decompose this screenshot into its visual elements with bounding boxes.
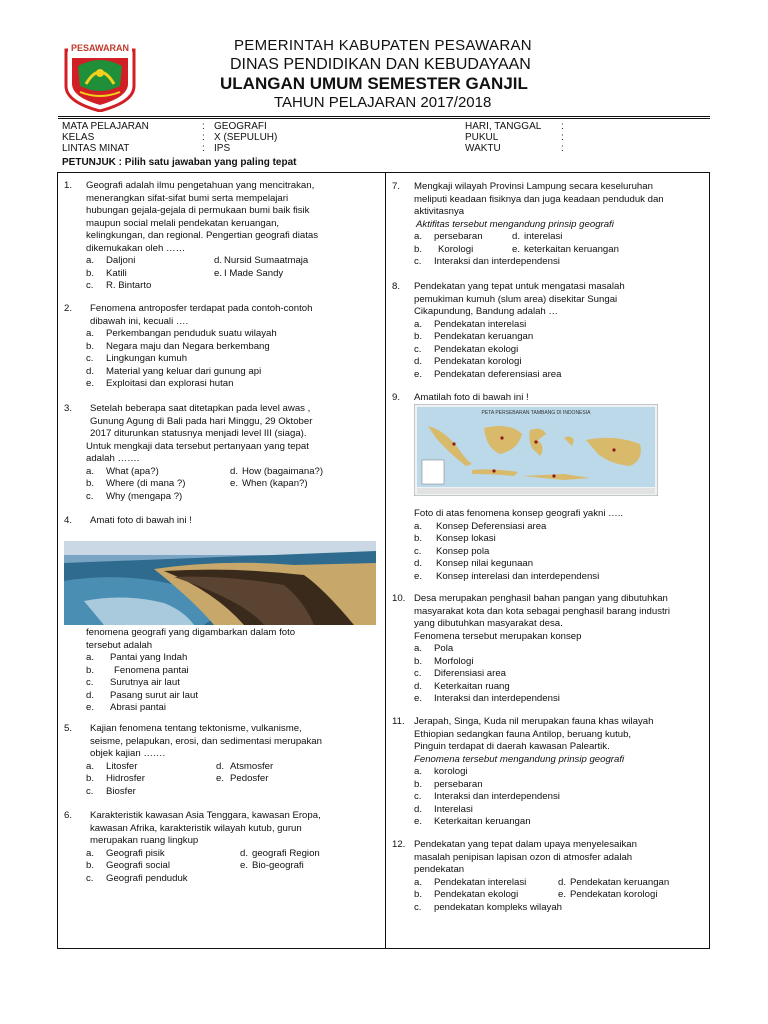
option-c[interactable]: c. Pendekatan ekologi [414, 343, 519, 355]
option-a[interactable]: a. Perkembangan penduduk suatu wilayah [86, 328, 277, 339]
option-c[interactable]: c. Biosfer [86, 785, 136, 797]
header [200, 36, 620, 112]
option-b[interactable]: b. Korologi e. keterkaitan keruangan [414, 243, 619, 255]
option-c[interactable]: c. Interaksi dan interdependensi [414, 256, 560, 267]
option-a[interactable]: a. korologi [414, 766, 468, 777]
option-b[interactable]: b. Hidrosfer e. Pedosfer [86, 773, 269, 784]
option-c[interactable]: c. Surutnya air laut [86, 677, 180, 688]
option-c[interactable]: c. Lingkungan kumuh [86, 353, 188, 364]
header-rule-top [58, 116, 710, 117]
option-c[interactable]: c. Geografi penduduk [86, 872, 188, 884]
option-b[interactable]: b. Konsep lokasi [414, 533, 496, 544]
option-a[interactable]: a. What (apa?) d. How (bagaimana?) [86, 465, 324, 477]
question-12: 12. Pendekatan yang tepat dalam upaya menyelesaikan masalah penipisan lapisan ozon di atmosfer adalah pendekatan a. Pendekatan interelasi d. Pendekatan keruangan b. Pendekatan ekologi e. Pendekatan korologi c. pendekatan kompleks wilayah [392, 839, 706, 914]
header-department: DINAS PENDIDIKAN DAN KEBUDAYAAN [230, 56, 531, 73]
column-divider [385, 172, 386, 949]
option-c[interactable]: c. Konsep pola [414, 545, 490, 557]
question-8: 8. Pendekatan yang tepat untuk mengatasi masalah pemukiman kumuh (slum area) disekitar Sungai Cikapundung, Bandung adalah … a. Pendekatan interelasi b. Pendekatan keruangan c. Pendekatan ekologi d. Pendekatan korologi e. Pendekatan deferensiasi area [392, 281, 706, 381]
question-4: 4. Amati foto di bawah ini ! [64, 515, 192, 526]
indonesia-mining-map [414, 404, 658, 496]
header-exam-title: ULANGAN UMUM SEMESTER GANJIL [220, 74, 528, 93]
question-11: 11. Jerapah, Singa, Kuda nil merupakan fauna khas wilayah Ethiopian sedangkan fauna Antilop, beruang kutub, Pinguin terdapat di daerah kawasan Paleartik. Fenomena tersebut mengandung prinsip geografi a. korologi b. persebaran c. Interaksi dan interdependensi d. Interelasi e. Keterkaitan keruangan [392, 716, 706, 829]
option-c[interactable]: c. Interaksi dan interdependensi [414, 791, 560, 802]
option-c[interactable]: c. Why (mengapa ?) [86, 490, 183, 502]
option-e[interactable]: e. Abrasi pantai [86, 702, 166, 713]
question-10: 10. Desa merupakan penghasil bahan pangan yang dibutuhkan masyarakat kota dan kota sebagai penghasil barang industri yang dibutuhkan masyarakat desa. Fenomena tersebut merupakan konsep a. Pola b. Morfologi c. Diferensiasi area d. Keterkaitan ruang e. Interaksi dan interdependensi [392, 593, 706, 706]
question-7: 7. Mengkaji wilayah Provinsi Lampung secara keseluruhan meliputi keadaan fisiknya dan juga keadaan penduduk dan aktivitasnya Aktifitas tersebut mengandung prinsip geografi a. persebaran d. interelasi b. Korologi e. keterkaitan keruangan c. Interaksi dan interdependensi [392, 181, 706, 269]
question-5: 5. Kajian fenomena tentang tektonisme, vulkanisme, seisme, pelapukan, erosi, dan sedimentasi merupakan objek kajian ……. a. Litosfer d. Atsmosfer b. Hidrosfer e. Pedosfer c. Biosfer [64, 723, 380, 798]
option-b[interactable]: b. Katili e. I Made Sandy [86, 267, 284, 279]
option-d[interactable]: d. Interelasi [414, 803, 473, 815]
option-a[interactable]: a. Pola [414, 643, 454, 654]
option-d[interactable]: d. Keterkaitan ruang [414, 680, 510, 692]
header-government: PEMERINTAH KABUPATEN PESAWARAN [234, 37, 532, 54]
option-b[interactable]: b. Morfologi [414, 655, 474, 667]
option-a[interactable]: a. Geografi pisik d. geografi Region [86, 847, 320, 859]
option-e[interactable]: e. Pendekatan deferensiasi area [414, 368, 562, 380]
option-a[interactable]: a. Pendekatan interelasi d. Pendekatan keruangan [414, 876, 670, 888]
option-c[interactable]: c. pendekatan kompleks wilayah [414, 901, 562, 913]
exam-info-right: HARI, TANGGAL : PUKUL : WAKTU : [465, 121, 564, 154]
question-6: 6. Karakteristik kawasan Asia Tenggara, kawasan Eropa, kawasan Afrika, karakteristik wilayah kutub, gurun merupakan ruang lingkup a. Geografi pisik d. geografi Region b. Geografi social e. Bio-geografi c. Geografi penduduk [64, 810, 380, 885]
option-e[interactable]: e. Konsep interelasi dan interdependensi [414, 570, 600, 582]
exam-info-left: MATA PELAJARAN : GEOGRAFI KELAS : X (SEPULUH) LINTAS MINAT : IPS [62, 121, 278, 154]
option-b[interactable]: b. Pendekatan ekologi e. Pendekatan korologi [414, 889, 658, 900]
option-d[interactable]: d. Konsep nilai kegunaan [414, 558, 534, 569]
option-d[interactable]: d. Pasang surut air laut [86, 689, 198, 701]
header-year: TAHUN PELAJARAN 2017/2018 [274, 94, 492, 111]
option-a[interactable]: a. Pendekatan interelasi [414, 318, 527, 330]
instructions: PETUNJUK : Pilih satu jawaban yang paling tepat [62, 157, 297, 168]
option-c[interactable]: c. Diferensiasi area [414, 668, 506, 679]
option-d[interactable]: d. Pendekatan korologi [414, 356, 522, 367]
question-9-body: Foto di atas fenomena konsep geografi yakni ….. a. Konsep Deferensiasi area b. Konsep lokasi c. Konsep pola d. Konsep nilai kegunaan e. Konsep interelasi dan interdependensi [414, 508, 706, 583]
option-b[interactable]: b. Fenomena pantai [86, 664, 189, 676]
option-a[interactable]: a. Pantai yang Indah [86, 652, 188, 663]
pesawaran-logo [62, 40, 138, 112]
option-b[interactable]: b. Pendekatan keruangan [414, 331, 534, 342]
map-title: PETA PERSEBARAN TAMBANG DI INDONESIA [481, 410, 591, 416]
option-e[interactable]: e. Keterkaitan keruangan [414, 816, 531, 827]
option-b[interactable]: b. Geografi social e. Bio-geografi [86, 860, 304, 871]
question-2: 2. Fenomena antroposfer terdapat pada contoh-contoh dibawah ini, kecuali …. a. Perkembangan penduduk suatu wilayah b. Negara maju dan Negara berkembang c. Lingkungan kumuh d. Material yang keluar dari gunung api e. Exploitasi dan explorasi hutan [64, 303, 380, 391]
option-c[interactable]: c. R. Bintarto [86, 280, 152, 291]
header-rule-bottom [58, 118, 710, 119]
question-1: 1. Geografi adalah ilmu pengetahuan yang mencitrakan, menerangkan sifat-sifat bumi serta mempelajari hubungan gejala-gejala di permukaan bumi baik fisik maupun social melali pendekatan keruangan, kelingkungan, dan regional. Pengertian geografi diatas dikemukakan oleh …… a. Daljoni d. Nursid Sumaatmaja b. Katili e. I Made Sandy c. R. Bintarto [64, 180, 380, 293]
question-4-body: fenomena geografi yang digambarkan dalam foto tersebut adalah a. Pantai yang Indah b. Fenomena pantai c. Surutnya air laut d. Pasang surut air laut e. Abrasi pantai [86, 627, 382, 715]
option-e[interactable]: e. Exploitasi dan explorasi hutan [86, 378, 234, 389]
logo-text: PESAWARAN [70, 43, 130, 53]
option-b[interactable]: b. persebaran [414, 778, 483, 790]
question-11-prompt: Fenomena tersebut mengandung prinsip geografi [414, 753, 625, 765]
question-3: 3. Setelah beberapa saat ditetapkan pada level awas , Gunung Agung di Bali pada hari Minggu, 29 Oktober 2017 diturunkan statusnya menjadi level III (siaga). Untuk mengkaji data tersebut pertanyaan yang tepat adalah ……. a. What (apa?) d. How (bagaimana?) b. Where (di mana ?) e. When (kapan?) c. Why (mengapa ?) [64, 403, 380, 503]
option-e[interactable]: e. Interaksi dan interdependensi [414, 693, 560, 704]
option-d[interactable]: d. Material yang keluar dari gunung api [86, 365, 262, 377]
question-9: 9. Amatilah foto di bawah ini ! [392, 392, 529, 403]
option-a[interactable]: a. Daljoni d. Nursid Sumaatmaja [86, 255, 309, 266]
option-a[interactable]: a. persebaran d. interelasi [414, 231, 563, 242]
question-7-prompt: Aktifitas tersebut mengandung prinsip geografi [416, 218, 614, 230]
option-a[interactable]: a. Litosfer d. Atsmosfer [86, 760, 274, 772]
coastal-abrasion-photo [64, 541, 376, 625]
option-a[interactable]: a. Konsep Deferensiasi area [414, 520, 547, 532]
option-b[interactable]: b. Where (di mana ?) e. When (kapan?) [86, 478, 308, 489]
option-b[interactable]: b. Negara maju dan Negara berkembang [86, 340, 270, 352]
